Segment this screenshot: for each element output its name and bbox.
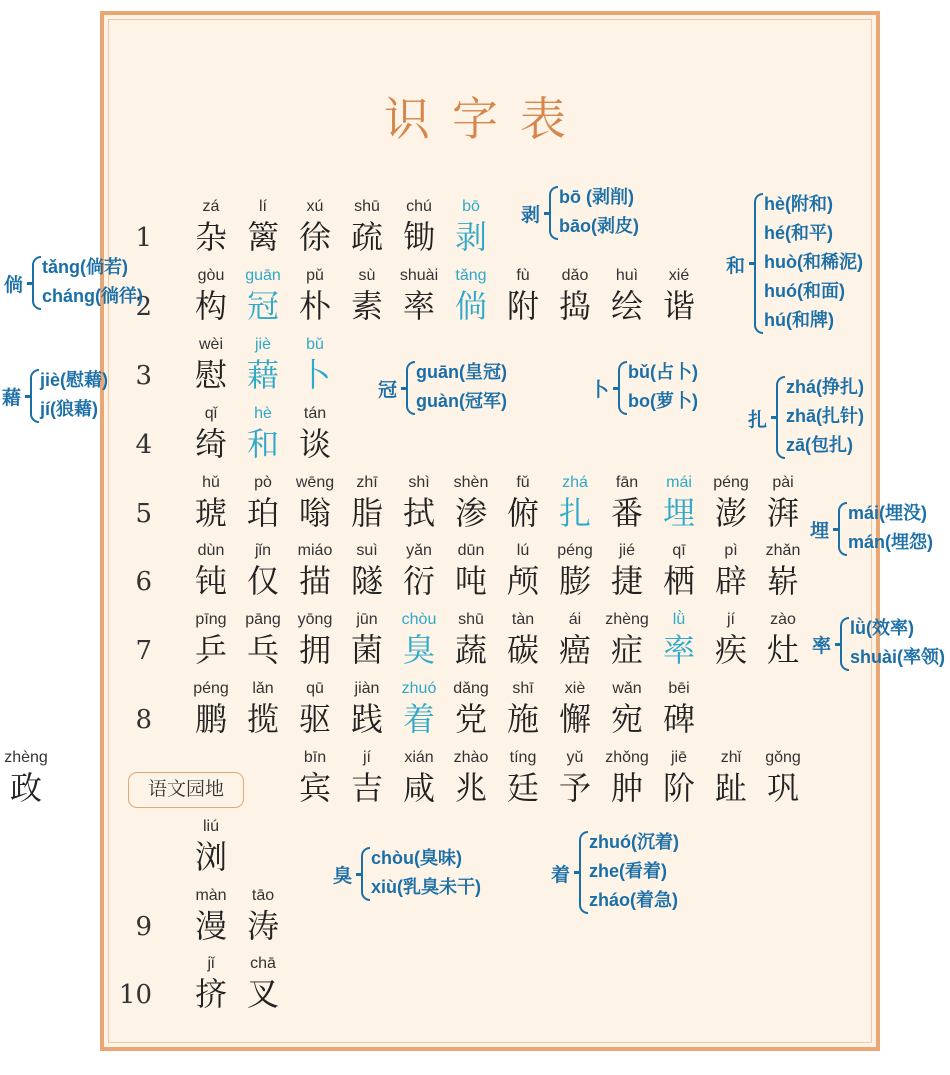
- pinyin: gǒng: [765, 749, 801, 766]
- hanzi: 蔬: [454, 631, 487, 669]
- hanzi: 俯: [506, 494, 539, 532]
- hanzi: 肿: [610, 769, 643, 807]
- hanzi: 拥: [298, 631, 331, 669]
- page-title: 识字表: [384, 92, 588, 146]
- pinyin: jí: [363, 749, 371, 766]
- pinyin: sù: [358, 267, 376, 284]
- pinyin: zhá: [562, 474, 588, 491]
- note-character: 卜: [590, 380, 610, 401]
- pinyin: wēng: [295, 474, 335, 491]
- hanzi: 宾: [298, 769, 331, 807]
- note-character: 埋: [810, 521, 830, 542]
- brace-icon: [618, 361, 627, 415]
- hanzi: 拭: [402, 494, 435, 532]
- reading: jiè(慰藉): [40, 370, 109, 390]
- brace-icon: [840, 617, 849, 671]
- pinyin: shì: [408, 474, 430, 491]
- pinyin: tāo: [251, 887, 275, 904]
- hanzi: 予: [558, 769, 591, 807]
- pinyin: gòu: [197, 267, 225, 284]
- hanzi: 崭: [766, 562, 799, 600]
- hanzi: 鹏: [194, 700, 227, 738]
- hanzi: 症: [610, 631, 643, 669]
- pinyin: zhèng: [605, 611, 649, 628]
- pinyin: shū: [458, 611, 484, 628]
- lesson-number: 8: [135, 705, 152, 735]
- hanzi: 谈: [298, 425, 331, 463]
- reading: zháo(着急): [589, 890, 678, 910]
- hanzi: 廷: [506, 769, 539, 807]
- hanzi: 乒: [194, 631, 227, 669]
- pinyin: tíng: [509, 749, 537, 766]
- reading: zhuó(沉着): [589, 832, 679, 852]
- hanzi: 湃: [766, 494, 799, 532]
- pinyin: shèn: [453, 474, 489, 491]
- reading: bo(萝卜): [628, 391, 698, 411]
- note-readings: [628, 358, 698, 416]
- pinyin: qū: [306, 680, 324, 697]
- pinyin: fǔ: [516, 474, 530, 491]
- hanzi: 膨: [558, 562, 591, 600]
- hanzi: 菌: [350, 631, 383, 669]
- hanzi: 政: [9, 769, 42, 807]
- hanzi: 辟: [714, 562, 747, 600]
- hanzi: 冠: [246, 287, 279, 325]
- hanzi: 慰: [194, 356, 227, 394]
- note-readings: [416, 358, 507, 416]
- hanzi: 涛: [246, 907, 279, 945]
- hanzi: 趾: [714, 769, 747, 807]
- pinyin: xié: [668, 267, 690, 284]
- hanzi: 吨: [454, 562, 487, 600]
- hanzi: 癌: [558, 631, 591, 669]
- pinyin: bō: [462, 198, 480, 215]
- pinyin: lú: [516, 542, 530, 559]
- hanzi: 倘: [454, 287, 487, 325]
- note-readings: [371, 844, 481, 902]
- pinyin: tàn: [511, 611, 535, 628]
- pinyin: yōng: [297, 611, 333, 628]
- pinyin: bēi: [668, 680, 690, 697]
- brace-icon: [361, 847, 370, 901]
- reading: tǎng(倘若): [42, 257, 128, 277]
- pinyin: wèi: [198, 336, 223, 353]
- note-character: 冠: [378, 380, 398, 401]
- hanzi: 琥: [194, 494, 227, 532]
- pinyin: mái: [666, 474, 692, 491]
- hanzi: 叉: [246, 975, 279, 1013]
- reading: xiù(乳臭未干): [371, 877, 481, 897]
- hanzi: 徐: [298, 218, 331, 256]
- reading: huò(和稀泥): [764, 252, 863, 272]
- pinyin: huì: [615, 267, 639, 284]
- brace-icon: [579, 831, 588, 914]
- pinyin: lǎn: [252, 680, 274, 697]
- hanzi: 澎: [714, 494, 747, 532]
- hanzi: 珀: [246, 494, 279, 532]
- chinese-garden-label: 语文园地: [128, 772, 244, 808]
- reading: bāo(剥皮): [559, 216, 639, 236]
- reading: guān(皇冠): [416, 362, 507, 382]
- pinyin: ái: [568, 611, 582, 628]
- pinyin: fān: [615, 474, 639, 491]
- hanzi: 谐: [662, 287, 695, 325]
- hanzi: 捣: [558, 287, 591, 325]
- note-character: 扎: [748, 409, 768, 431]
- hanzi: 灶: [766, 631, 799, 669]
- brace-icon: [32, 256, 41, 310]
- note-character: 剥: [521, 205, 541, 226]
- hanzi: 党: [454, 700, 487, 738]
- pinyin: pāng: [245, 611, 281, 628]
- hanzi: 咸: [402, 769, 435, 807]
- pinyin: tán: [303, 405, 327, 422]
- pinyin: miáo: [297, 542, 333, 559]
- note-character: 倘: [4, 275, 24, 296]
- hanzi: 率: [402, 287, 435, 325]
- note-character: 着: [551, 864, 571, 886]
- note-readings: [559, 183, 639, 241]
- pinyin: xián: [404, 749, 434, 766]
- hanzi: 绮: [194, 425, 227, 463]
- pinyin: lí: [259, 198, 267, 215]
- pinyin: jiàn: [354, 680, 380, 697]
- pinyin: lǜ: [672, 611, 686, 628]
- pinyin: liú: [202, 818, 219, 835]
- pinyin: zhèng: [4, 749, 48, 766]
- note-readings: [40, 366, 108, 424]
- hanzi: 疏: [350, 218, 383, 256]
- hanzi: 吉: [350, 769, 383, 807]
- hanzi: 描: [298, 562, 331, 600]
- note-character: 和: [726, 255, 746, 277]
- pinyin: màn: [195, 887, 227, 904]
- pinyin: zào: [770, 611, 796, 628]
- reading: lǜ(效率): [850, 618, 914, 638]
- pinyin: yǔ: [566, 749, 584, 766]
- note-readings: [786, 373, 864, 460]
- reading: chòu(臭味): [371, 848, 462, 868]
- pinyin: hè: [254, 405, 272, 422]
- pinyin: pài: [772, 474, 794, 491]
- note-readings: [850, 614, 945, 672]
- pinyin: péng: [557, 542, 593, 559]
- pinyin: shū: [354, 198, 380, 215]
- pinyin: hǔ: [202, 474, 220, 491]
- pinyin: dǎo: [561, 267, 589, 284]
- reading: zhe(看着): [589, 861, 667, 881]
- pinyin: chòu: [401, 611, 437, 628]
- hanzi: 脂: [350, 494, 383, 532]
- hanzi: 埋: [662, 494, 695, 532]
- pinyin: jiē: [670, 749, 687, 766]
- hanzi: 锄: [402, 218, 435, 256]
- hanzi: 浏: [194, 838, 227, 876]
- hanzi: 隧: [350, 562, 383, 600]
- pinyin: wǎn: [612, 680, 642, 697]
- hanzi: 篱: [246, 218, 279, 256]
- pinyin: zhuó: [401, 680, 437, 697]
- note-character: 臭: [333, 866, 353, 887]
- note-character: 藉: [2, 388, 22, 409]
- pinyin: qī: [672, 542, 686, 559]
- pinyin: péng: [193, 680, 229, 697]
- note-readings: [42, 253, 143, 311]
- pinyin: xiè: [564, 680, 586, 697]
- hanzi: 朴: [298, 287, 331, 325]
- lesson-number: 2: [135, 292, 152, 322]
- hanzi: 挤: [194, 975, 227, 1013]
- pinyin: suì: [356, 542, 378, 559]
- lesson-number: 5: [135, 499, 152, 529]
- pinyin: zhī: [356, 474, 378, 491]
- hanzi: 剥: [454, 218, 487, 256]
- reading: hú(和牌): [764, 310, 834, 330]
- hanzi: 和: [246, 425, 279, 463]
- reading: zhá(挣扎): [786, 377, 864, 397]
- pinyin: jí: [727, 611, 735, 628]
- pinyin: jǐ: [207, 955, 215, 972]
- lesson-number: 3: [135, 361, 152, 391]
- hanzi: 扎: [558, 494, 591, 532]
- note-readings: [764, 190, 863, 335]
- brace-icon: [776, 376, 785, 459]
- hanzi: 揽: [246, 700, 279, 738]
- hanzi: 绘: [610, 287, 643, 325]
- pinyin: dūn: [457, 542, 485, 559]
- hanzi: 衍: [402, 562, 435, 600]
- hanzi: 渗: [454, 494, 487, 532]
- note-readings: [589, 828, 679, 915]
- hanzi: 栖: [662, 562, 695, 600]
- hanzi: 嗡: [298, 494, 331, 532]
- pinyin: jūn: [356, 611, 378, 628]
- hanzi: 捷: [610, 562, 643, 600]
- pinyin: bǔ: [306, 336, 324, 353]
- hanzi: 臭: [402, 631, 435, 669]
- brace-icon: [754, 193, 763, 334]
- hanzi: 附: [506, 287, 539, 325]
- lesson-number: 10: [118, 980, 152, 1010]
- hanzi: 巩: [766, 769, 799, 807]
- pinyin: fù: [516, 267, 530, 284]
- pinyin: bīn: [303, 749, 327, 766]
- pinyin: shī: [512, 680, 534, 697]
- pinyin: jié: [618, 542, 635, 559]
- pinyin: pīng: [195, 611, 227, 628]
- brace-icon: [549, 186, 558, 240]
- hanzi: 颅: [506, 562, 539, 600]
- hanzi: 碑: [662, 700, 695, 738]
- pinyin: zhǐ: [720, 749, 742, 766]
- reading: zā(包扎): [786, 435, 853, 455]
- hanzi: 构: [194, 287, 227, 325]
- pinyin: zhào: [453, 749, 489, 766]
- pinyin: pò: [254, 474, 272, 491]
- hanzi: 阶: [662, 769, 695, 807]
- pinyin: chú: [406, 198, 432, 215]
- reading: zhā(扎针): [786, 406, 864, 426]
- pinyin: zhǒng: [605, 749, 649, 766]
- lesson-number: 9: [135, 912, 152, 942]
- brace-icon: [838, 502, 847, 556]
- reading: mái(埋没): [848, 503, 928, 523]
- reading: shuài(率领): [850, 647, 946, 667]
- reading: hè(附和): [764, 194, 833, 214]
- reading: huó(和面): [764, 281, 845, 301]
- hanzi: 兆: [454, 769, 487, 807]
- hanzi: 乓: [246, 631, 279, 669]
- pinyin: pì: [724, 542, 738, 559]
- pinyin: dùn: [197, 542, 225, 559]
- reading: jí(狼藉): [40, 399, 98, 419]
- pinyin: tǎng: [455, 267, 487, 284]
- hanzi: 施: [506, 700, 539, 738]
- hanzi: 懈: [558, 700, 591, 738]
- lesson-number: 7: [135, 636, 152, 666]
- hanzi: 碳: [506, 631, 539, 669]
- reading: hé(和平): [764, 223, 833, 243]
- reading: guàn(冠军): [416, 391, 507, 411]
- pinyin: chā: [250, 955, 276, 972]
- lesson-number: 1: [135, 223, 152, 253]
- hanzi: 践: [350, 700, 383, 738]
- hanzi: 漫: [194, 907, 227, 945]
- hanzi: 卜: [298, 356, 331, 394]
- pinyin: yǎn: [406, 542, 432, 559]
- hanzi: 钝: [194, 562, 227, 600]
- pinyin: zhǎn: [765, 542, 801, 559]
- pinyin: guān: [245, 267, 281, 284]
- hanzi: 杂: [194, 218, 227, 256]
- note-readings: [848, 499, 933, 557]
- reading: cháng(徜徉): [42, 286, 143, 306]
- reading: bǔ(占卜): [628, 362, 698, 382]
- hanzi: 宛: [610, 700, 643, 738]
- hanzi: 驱: [298, 700, 331, 738]
- reading: bō (剥削): [559, 187, 634, 207]
- hanzi: 藉: [246, 356, 279, 394]
- lesson-number: 4: [135, 430, 152, 460]
- pinyin: pǔ: [306, 267, 324, 284]
- brace-icon: [30, 369, 39, 423]
- pinyin: shuài: [399, 267, 439, 284]
- lesson-number: 6: [135, 567, 152, 597]
- hanzi: 仅: [246, 562, 279, 600]
- pinyin: péng: [713, 474, 749, 491]
- hanzi: 素: [350, 287, 383, 325]
- pinyin: qǐ: [204, 405, 218, 422]
- hanzi: 疾: [714, 631, 747, 669]
- pinyin: zá: [202, 198, 220, 215]
- note-character: 率: [812, 636, 832, 657]
- reading: mán(埋怨): [848, 532, 933, 552]
- hanzi: 番: [610, 494, 643, 532]
- pinyin: xú: [306, 198, 324, 215]
- pinyin: jiè: [254, 336, 271, 353]
- hanzi: 率: [662, 631, 695, 669]
- brace-icon: [406, 361, 415, 415]
- hanzi: 着: [402, 700, 435, 738]
- pinyin: jǐn: [254, 542, 271, 559]
- pinyin: dǎng: [453, 680, 489, 697]
